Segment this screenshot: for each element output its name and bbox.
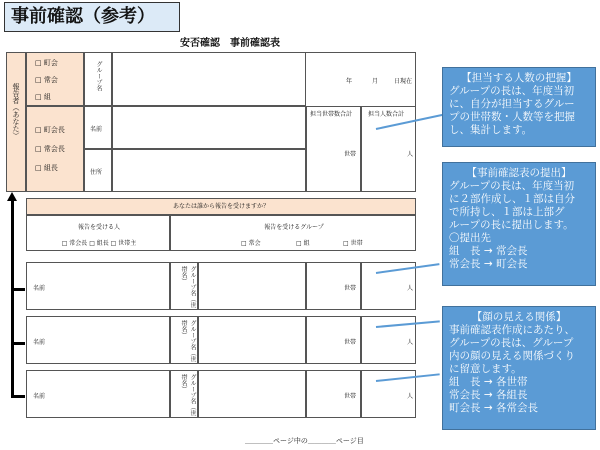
group-label: グループ名	[95, 61, 102, 91]
option-chokaicho[interactable]: □ 町会長	[35, 126, 65, 134]
member-group-label: グループ名（世帯名）	[180, 320, 196, 362]
member-persons-unit: 人	[407, 285, 414, 292]
receive-group-header: 報告を受けるグループ	[264, 224, 324, 231]
callout-line: 常会長 → 各組長	[449, 389, 528, 401]
persons-unit: 人	[407, 151, 414, 158]
member-group-label-cell	[170, 370, 198, 418]
level-options-mid	[26, 106, 84, 192]
date-area	[306, 52, 416, 106]
date-month-label: 月	[372, 78, 379, 85]
address-field[interactable]	[112, 149, 306, 192]
reporter-side-label-cell	[6, 52, 26, 192]
callout-line: に留意します。	[449, 363, 522, 375]
group-label-cell	[84, 52, 112, 106]
callout-line: 組 長 → 常会長	[449, 245, 528, 257]
member-row-3	[26, 370, 416, 418]
level-options-top	[26, 52, 84, 106]
callout-line: ループの長に提出します。	[449, 219, 574, 231]
households-total-label: 担当世帯数合計	[310, 111, 353, 118]
option-kumi[interactable]: □ 組	[35, 93, 51, 101]
option-kumicho[interactable]: □ 組長	[35, 164, 58, 172]
member-households-field[interactable]	[306, 262, 361, 310]
address-label: 住所	[90, 169, 103, 176]
callout-line: プの世帯数・人数等を把握	[449, 111, 575, 123]
callout-line: に２部作成し、１部は自分	[449, 193, 575, 205]
receive-person-options[interactable]: □ 常会長 □ 組長 □ 世帯主	[61, 240, 137, 247]
member-households-unit: 世帯	[344, 285, 357, 292]
callout-line: で所持し、１部は上部グ	[449, 206, 565, 218]
member-name-field[interactable]	[26, 316, 170, 364]
member-households-unit: 世帯	[344, 339, 357, 346]
receive-group-option-jokai[interactable]: □ 常会	[241, 240, 261, 247]
bracket-tick-3	[11, 395, 25, 398]
address-label-cell	[84, 149, 112, 192]
callout-relationship	[442, 306, 596, 430]
callout-line: 常会長 → 町会長	[449, 258, 528, 270]
callout-headcount-header: 【担当する人数の把握】	[461, 72, 577, 84]
hierarchy-bracket-vertical	[11, 200, 14, 398]
page-title: 事前確認（参考）	[4, 2, 180, 32]
name-label: 名前	[90, 126, 103, 133]
date-day-label: 日現在	[394, 78, 413, 85]
persons-total-cell[interactable]	[361, 106, 416, 192]
option-jokaicho[interactable]: □ 常会長	[35, 145, 65, 153]
name-label-cell	[84, 106, 112, 149]
member-group-field[interactable]	[198, 316, 306, 364]
bracket-tick-1	[11, 288, 25, 291]
persons-total-label: 担当人数合計	[368, 111, 405, 118]
callout-line: 内の顔の見える関係づくり	[449, 350, 575, 362]
callout-line: 町会長 → 各常会長	[449, 402, 538, 414]
reporter-side-label: 報告者（あなた）	[12, 83, 20, 139]
member-households-unit: 世帯	[344, 393, 357, 400]
member-persons-unit: 人	[407, 339, 414, 346]
member-name-label: 名前	[33, 285, 46, 292]
date-year-label: 年	[346, 78, 353, 85]
callout-line: グループの長は、グループ	[449, 337, 574, 349]
hierarchy-bracket-arrow-icon	[7, 192, 17, 201]
callout-submission	[442, 162, 596, 286]
group-name-field[interactable]	[112, 52, 306, 106]
callout-line: 組 長 → 各世帯	[449, 376, 528, 388]
member-group-field[interactable]	[198, 262, 306, 310]
receive-person-header: 報告を受ける人	[77, 224, 120, 231]
member-name-field[interactable]	[26, 370, 170, 418]
receive-group-option-kumi[interactable]: □ 組	[296, 240, 310, 247]
question-right-cell	[170, 215, 416, 251]
households-total-cell[interactable]	[306, 106, 361, 192]
households-unit: 世帯	[344, 151, 357, 158]
member-row-1	[26, 262, 416, 310]
name-field[interactable]	[112, 106, 306, 149]
member-group-field[interactable]	[198, 370, 306, 418]
callout-line: 事前確認表作成にあたり、	[449, 324, 575, 336]
member-name-field[interactable]	[26, 262, 170, 310]
callout-line: し、集計します。	[449, 124, 533, 136]
option-chokai[interactable]: □ 町会	[35, 59, 58, 67]
member-name-label: 名前	[33, 393, 46, 400]
member-persons-unit: 人	[407, 393, 414, 400]
member-row-2	[26, 316, 416, 364]
question-left-cell	[26, 215, 170, 251]
callout-line: 〇提出先	[449, 232, 491, 244]
member-name-label: 名前	[33, 339, 46, 346]
member-group-label-cell	[170, 316, 198, 364]
form-title: 安否確認 事前確認表	[180, 38, 280, 49]
callout-line: グループの長は、年度当初	[449, 85, 575, 97]
callout-line: に、自分が担当するグルー	[449, 98, 575, 110]
bracket-tick-2	[11, 342, 25, 345]
callout-headcount	[442, 67, 596, 147]
option-jokai[interactable]: □ 常会	[35, 76, 58, 84]
callout-relationship-header: 【顔の見える関係】	[471, 311, 567, 323]
member-group-label: グループ名（世帯名）	[180, 374, 196, 416]
member-households-field[interactable]	[306, 370, 361, 418]
page-counter: ＿＿＿＿ページ中の＿＿＿＿ページ目	[245, 437, 364, 445]
member-group-label: グループ名（世帯名）	[180, 266, 196, 308]
receive-group-option-setai[interactable]: □ 世帯	[343, 240, 363, 247]
callout-submission-header: 【事前確認表の提出】	[466, 167, 572, 179]
question-text: あなたは誰から報告を受けますか？	[26, 198, 416, 215]
member-households-field[interactable]	[306, 316, 361, 364]
member-group-label-cell	[170, 262, 198, 310]
callout-line: グループの長は、年度当初	[449, 180, 575, 192]
